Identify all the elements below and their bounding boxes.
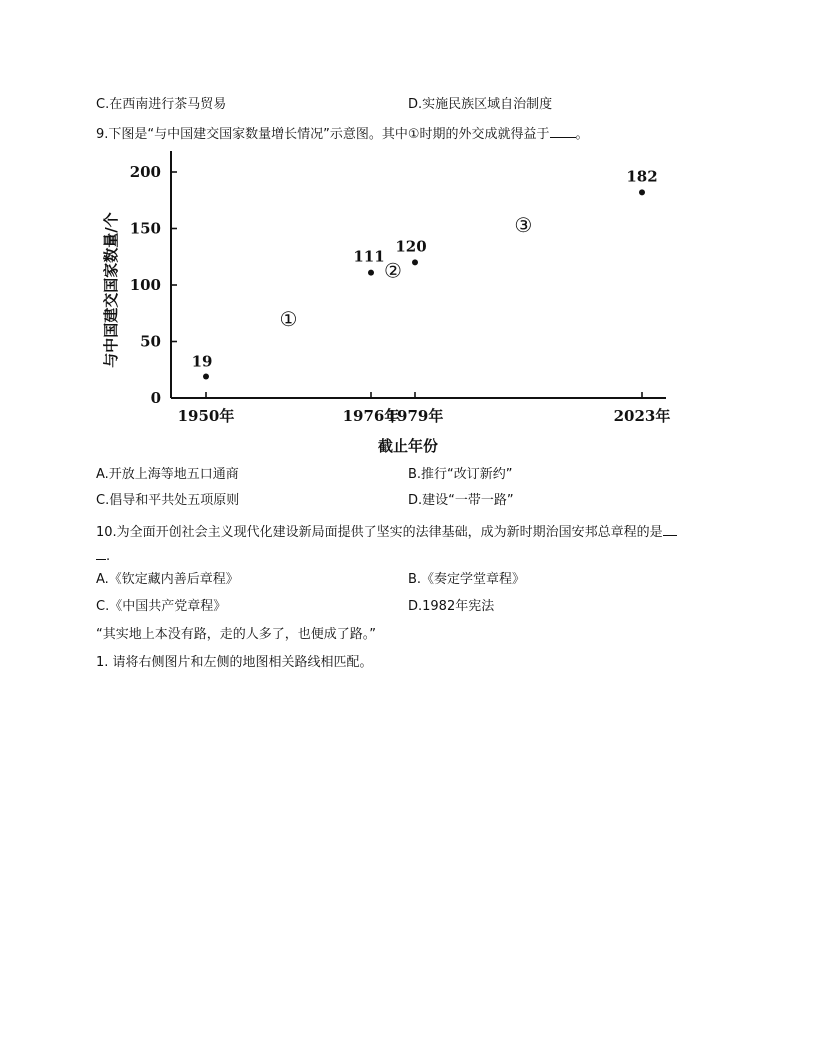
q10-option-a: A.《钦定藏内善后章程》 [96,572,239,587]
question-9-text: 9.下图是“与中国建交国家数量增长情况”示意图。其中①时期的外交成就得益于 [96,127,550,142]
q9-option-b: B.推行“改订新约” [408,467,513,482]
y-tick-label: 200 [129,163,161,181]
data-point [203,374,209,380]
instruction-text: 1. 请将右侧图片和左侧的地图相关路线相匹配。 [96,655,373,670]
answer-blank [96,545,106,560]
data-label: 182 [626,167,658,186]
data-point [368,270,374,276]
x-tick-label: 1950年 [177,407,235,425]
x-tick-label: 1979年 [386,407,444,425]
y-tick-label: 50 [140,332,161,351]
x-tick-label: 1976年 [342,407,400,425]
period-marker: ③ [514,213,533,238]
question-9-end: 。 [575,127,589,142]
question-10-end: . [106,549,111,564]
y-tick-label: 0 [150,389,161,407]
y-axis-title: 与中国建交国家数量/个 [102,212,120,368]
question-9-stem [96,123,589,144]
q10-option-c: C.《中国共产党章程》 [96,599,227,614]
quote-text: “其实地上本没有路，走的人多了，也便成了路。” [96,627,376,642]
q9-option-c: C.倡导和平共处五项原则 [96,493,240,508]
data-point [639,189,645,195]
data-label: 19 [191,352,213,371]
q10-option-b: B.《奏定学堂章程》 [408,572,526,587]
q9-option-a: A.开放上海等地五口通商 [96,467,239,482]
period-marker: ② [384,258,402,283]
data-label: 111 [353,247,385,266]
q8-option-c: C.在西南进行茶马贸易 [96,97,227,112]
data-point [412,259,418,265]
q8-option-d: D.实施民族区域自治制度 [408,97,553,112]
q9-option-d: D.建设“一带一路” [408,493,514,508]
y-tick-label: 100 [129,276,161,294]
q10-option-d: D.1982年宪法 [408,599,495,614]
diplomatic-relations-chart [96,148,696,468]
question-10-stem [96,521,677,542]
answer-blank [663,521,677,536]
x-axis-title: 截止年份 [377,437,439,455]
question-10-text: 10.为全面开创社会主义现代化建设新局面提供了坚实的法律基础，成为新时期治国安邦总章程的是 [96,525,663,540]
period-marker: ① [279,306,298,331]
x-tick-label: 2023年 [613,407,671,425]
answer-blank [550,123,576,138]
question-10-stem-cont [96,545,110,566]
data-label: 120 [395,237,427,256]
y-tick-label: 150 [129,219,161,238]
